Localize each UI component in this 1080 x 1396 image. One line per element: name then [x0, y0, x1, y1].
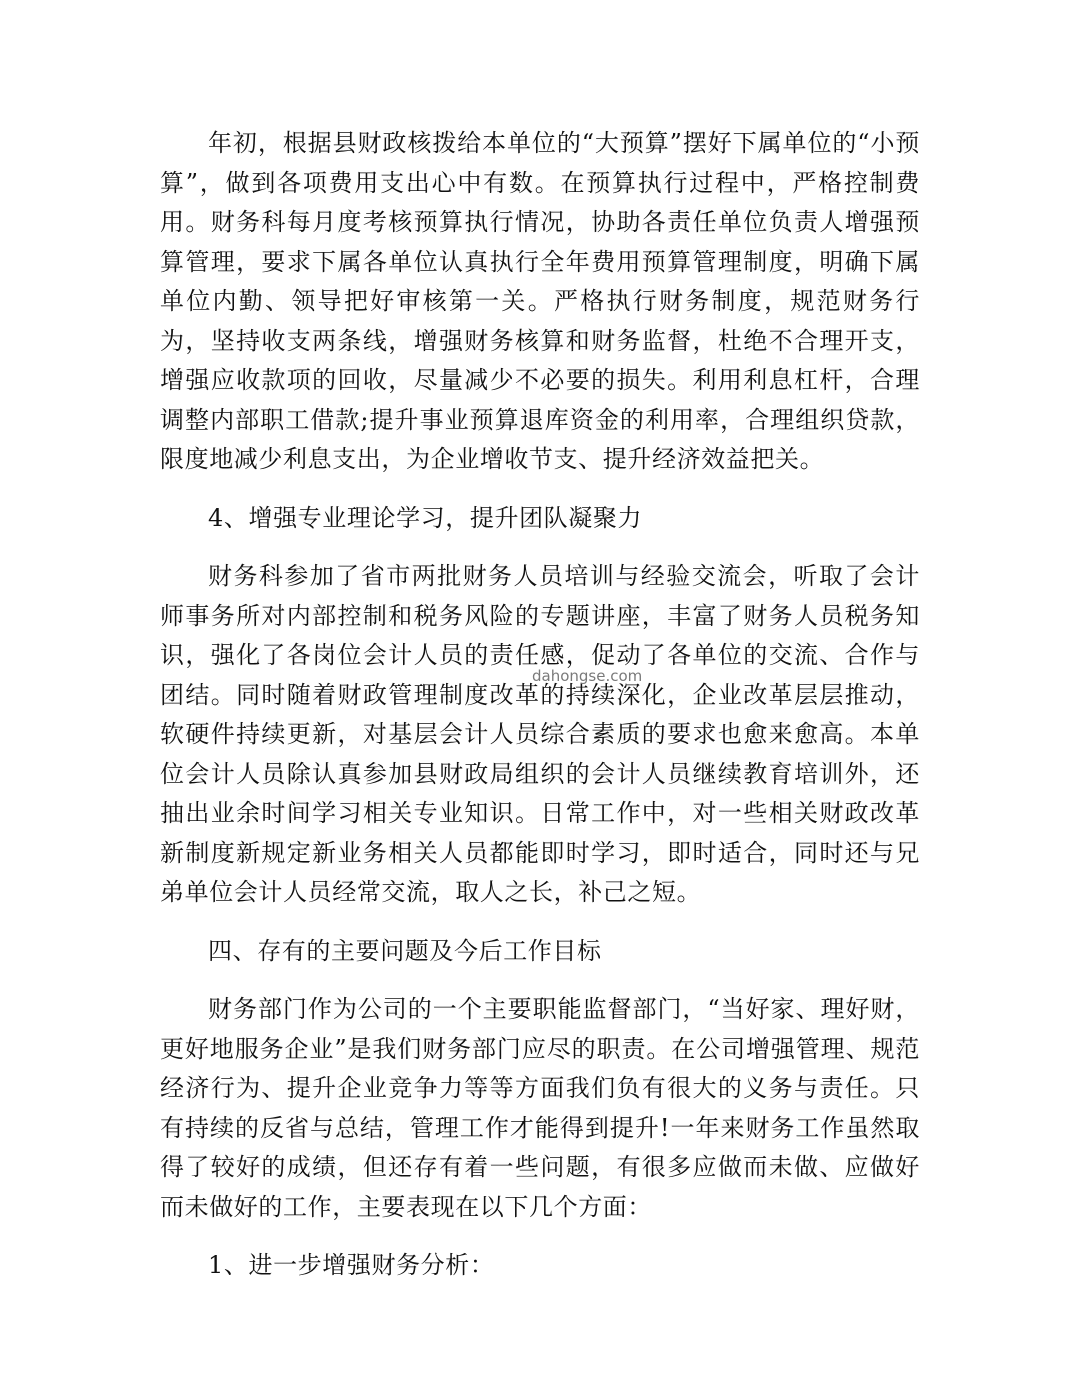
document-page: [160, 124, 920, 1286]
paragraph-training: 财务科参加了省市两批财务人员培训与经验交流会，听取了会计师事务所对内部控制和税务风险的专题讲座，丰富了财务人员税务知识，强化了各岗位会计人员的责任感，促动了各单位的交流、合作与团结。同时随着财政管理制度改革的持续深化，企业改革层层推动，软硬件持续更新，对基层会计人员综合素质的要求也愈来愈高。本单位会计人员除认真参加县财政局组织的会计人员继续教育培训外，还抽出业余时间学习相关专业知识。日常工作中，对一些相关财政改革新制度新规定新业务相关人员都能即时学习，即时适合，同时还与兄弟单位会计人员经常交流，取人之长，补己之短。: [160, 562, 920, 906]
section-heading-professional-study: 4、增强专业理论学习，提升团队凝聚力: [208, 503, 643, 532]
paragraph-budget-control: 年初，根据县财政核拨给本单位的“大预算”摆好下属单位的“小预算”，做到各项费用支出心中有数。在预算执行过程中，严格控制费用。财务科每月度考核预算执行情况，协助各责任单位负责人增强预算管理，要求下属各单位认真执行全年费用预算管理制度，明确下属单位内勤、领导把好审核第一关。严格执行财务制度，规范财务行为，坚持收支两条线，增强财务核算和财务监督，杜绝不合理开支，增强应收款项的回收，尽量减少不必要的损失。利用利息杠杆，合理调整内部职工借款;提升事业预算退库资金的利用率，合理组织贷款，限度地减少利息支出，为企业增收节支、提升经济效益把关。: [160, 129, 920, 473]
watermark: dahongse.com: [532, 667, 643, 685]
paragraph-training-block: [160, 557, 920, 913]
paragraph-finance-duties: 财务部门作为公司的一个主要职能监督部门，“当好家、理好财，更好地服务企业”是我们财务部门应尽的职责。在公司增强管理、规范经济行为、提升企业竞争力等等方面我们负有很大的义务与责任。只有持续的反省与总结，管理工作才能得到提升!一年来财务工作虽然取得了较好的成绩，但还存有着一些问题，有很多应做而未做、应做好而未做好的工作，主要表现在以下几个方面：: [160, 995, 920, 1221]
section-heading-problems-goals: 四、存有的主要问题及今后工作目标: [208, 936, 602, 965]
section-heading-financial-analysis: 1、进一步增强财务分析：: [208, 1251, 495, 1279]
